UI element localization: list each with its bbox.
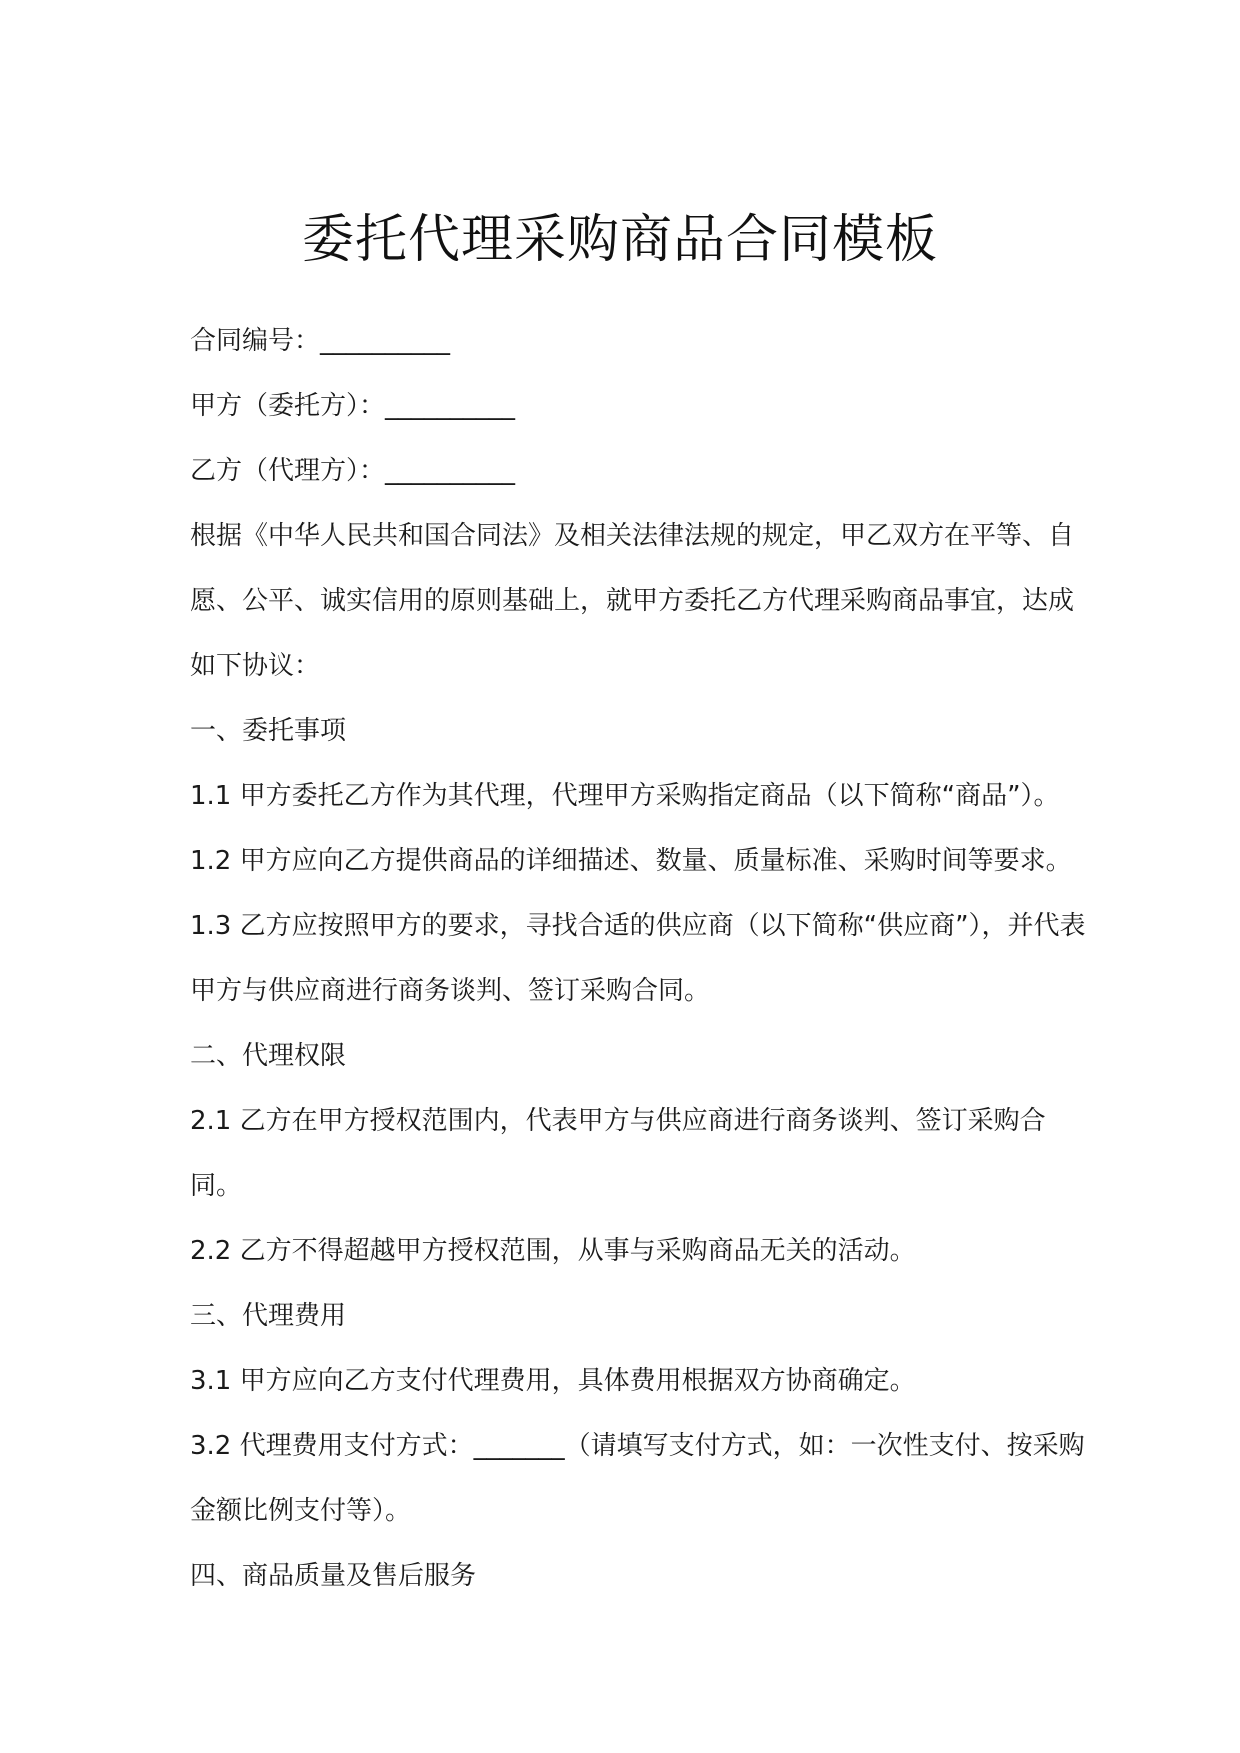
clause-2-1-line-1: 2.1 乙方在甲方授权范围内，代表甲方与供应商进行商务谈判、签订采购合	[190, 1106, 1046, 1136]
section-heading-4: 四、商品质量及售后服务	[190, 1561, 477, 1591]
clause-1-2: 1.2 甲方应向乙方提供商品的详细描述、数量、质量标准、采购时间等要求。	[190, 846, 1072, 876]
section-heading-2: 二、代理权限	[190, 1041, 347, 1071]
clause-3-1: 3.1 甲方应向乙方支付代理费用，具体费用根据双方协商确定。	[190, 1366, 916, 1396]
clause-2-2: 2.2 乙方不得超越甲方授权范围，从事与采购商品无关的活动。	[190, 1236, 916, 1266]
party-b-line: 乙方（代理方）：__________	[190, 456, 516, 486]
clause-3-2-line-2: 金额比例支付等）。	[190, 1496, 412, 1526]
clause-1-1: 1.1 甲方委托乙方作为其代理，代理甲方采购指定商品（以下简称“商品”）。	[190, 781, 1060, 811]
preamble-line-3: 如下协议：	[190, 651, 321, 681]
preamble-line-1: 根据《中华人民共和国合同法》及相关法律法规的规定，甲乙双方在平等、自	[190, 521, 1075, 551]
contract-number-line: 合同编号：__________	[190, 326, 451, 356]
section-heading-1: 一、委托事项	[190, 716, 347, 746]
document-title: 委托代理采购商品合同模板	[301, 210, 938, 270]
party-a-line: 甲方（委托方）：__________	[190, 391, 516, 421]
section-heading-3: 三、代理费用	[190, 1301, 347, 1331]
clause-1-3-line-1: 1.3 乙方应按照甲方的要求，寻找合适的供应商（以下简称“供应商”），并代表	[190, 911, 1086, 941]
clause-3-2-line-1: 3.2 代理费用支付方式：_______（请填写支付方式，如：一次性支付、按采购	[190, 1431, 1085, 1461]
clause-2-1-line-2: 同。	[190, 1171, 243, 1201]
preamble-line-2: 愿、公平、诚实信用的原则基础上，就甲方委托乙方代理采购商品事宜，达成	[190, 586, 1075, 616]
clause-1-3-line-2: 甲方与供应商进行商务谈判、签订采购合同。	[190, 976, 711, 1006]
